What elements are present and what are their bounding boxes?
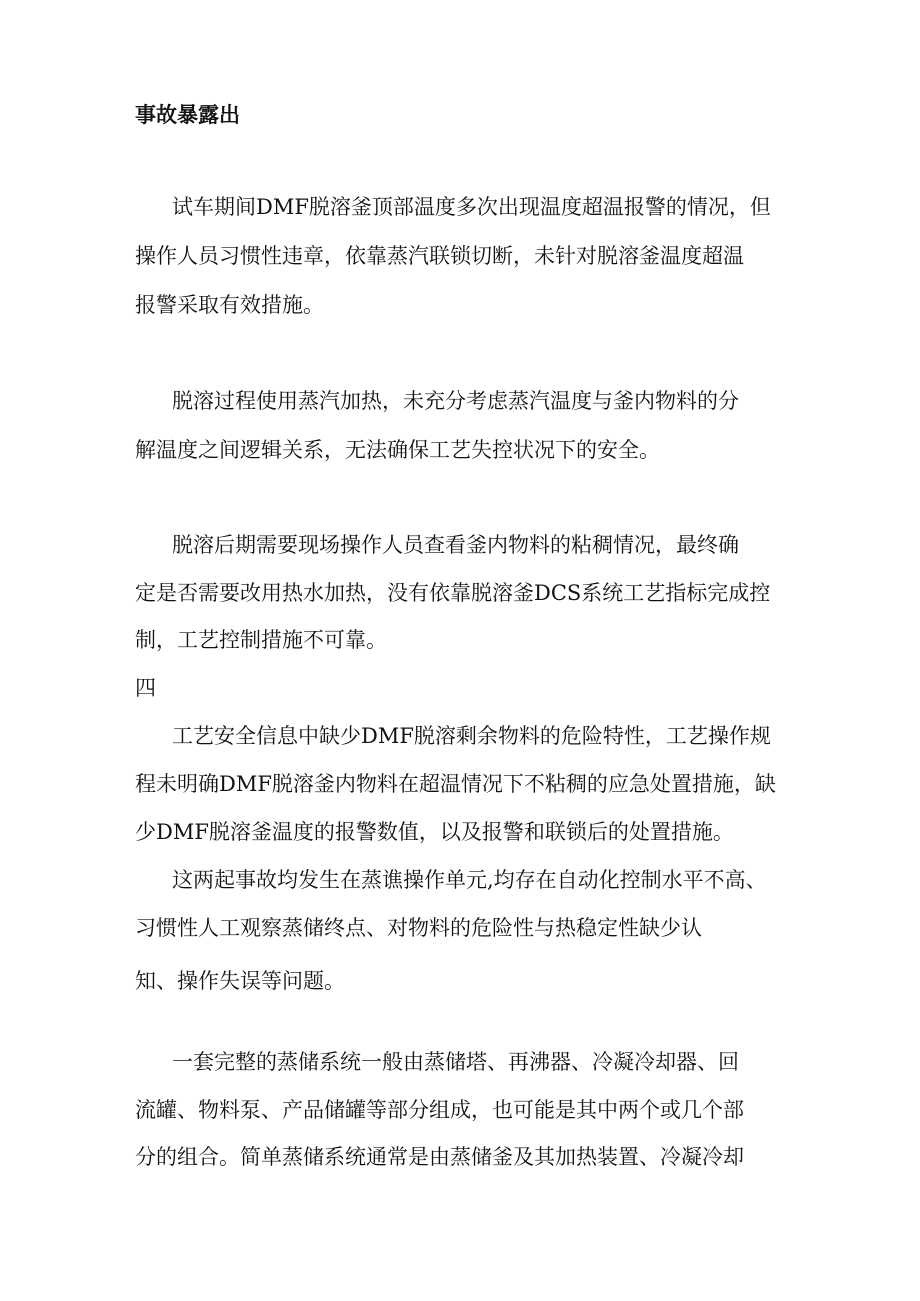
text-line: 这两起事故均发生在蒸谯操作单元,均存在自动化控制水平不高、 <box>172 868 767 892</box>
text-line: 工艺安全信息中缺少DMF脱溶剩余物料的危险特性，工艺操作规 <box>172 724 771 748</box>
text-line: 脱溶过程使用蒸汽加热，未充分考虑蒸汽温度与釜内物料的分 <box>172 389 739 413</box>
text-line: 分的组合。简单蒸储系统通常是由蒸储釜及其加热装置、冷凝冷却 <box>135 1145 744 1169</box>
text-line: 制，工艺控制措施不可靠。 <box>135 628 387 652</box>
text-line: 操作人员习惯性违章，依靠蒸汽联锁切断，未针对脱溶釜温度超温 <box>135 244 744 268</box>
text-line: 四 <box>135 676 156 700</box>
text-line: 程未明确DMF脱溶釜内物料在超温情况下不粘稠的应急处置措施，缺 <box>135 772 776 796</box>
text-line: 一套完整的蒸储系统一般由蒸储塔、再沸器、冷凝冷却器、回 <box>172 1050 739 1074</box>
text-line: 少DMF脱溶釜温度的报警数值，以及报警和联锁后的处置措施。 <box>135 820 734 844</box>
text-line: 脱溶后期需要现场操作人员查看釜内物料的粘稠情况，最终确 <box>172 533 739 557</box>
text-line: 试车期间DMF脱溶釜顶部温度多次出现温度超温报警的情况，但 <box>172 195 771 219</box>
section-heading: 事故暴露出 <box>135 102 240 127</box>
text-line: 报警采取有效措施。 <box>135 293 324 317</box>
text-line: 习惯性人工观察蒸储终点、对物料的危险性与热稳定性缺少认 <box>135 916 702 940</box>
text-line: 知、操作失误等问题。 <box>135 969 345 993</box>
text-line: 定是否需要改用热水加热，没有依靠脱溶釜DCS系统工艺指标完成控 <box>135 581 771 605</box>
text-line: 流罐、物料泵、产品储罐等部分组成，也可能是其中两个或几个部 <box>135 1098 744 1122</box>
text-line: 解温度之间逻辑关系，无法确保工艺失控状况下的安全。 <box>135 438 660 462</box>
